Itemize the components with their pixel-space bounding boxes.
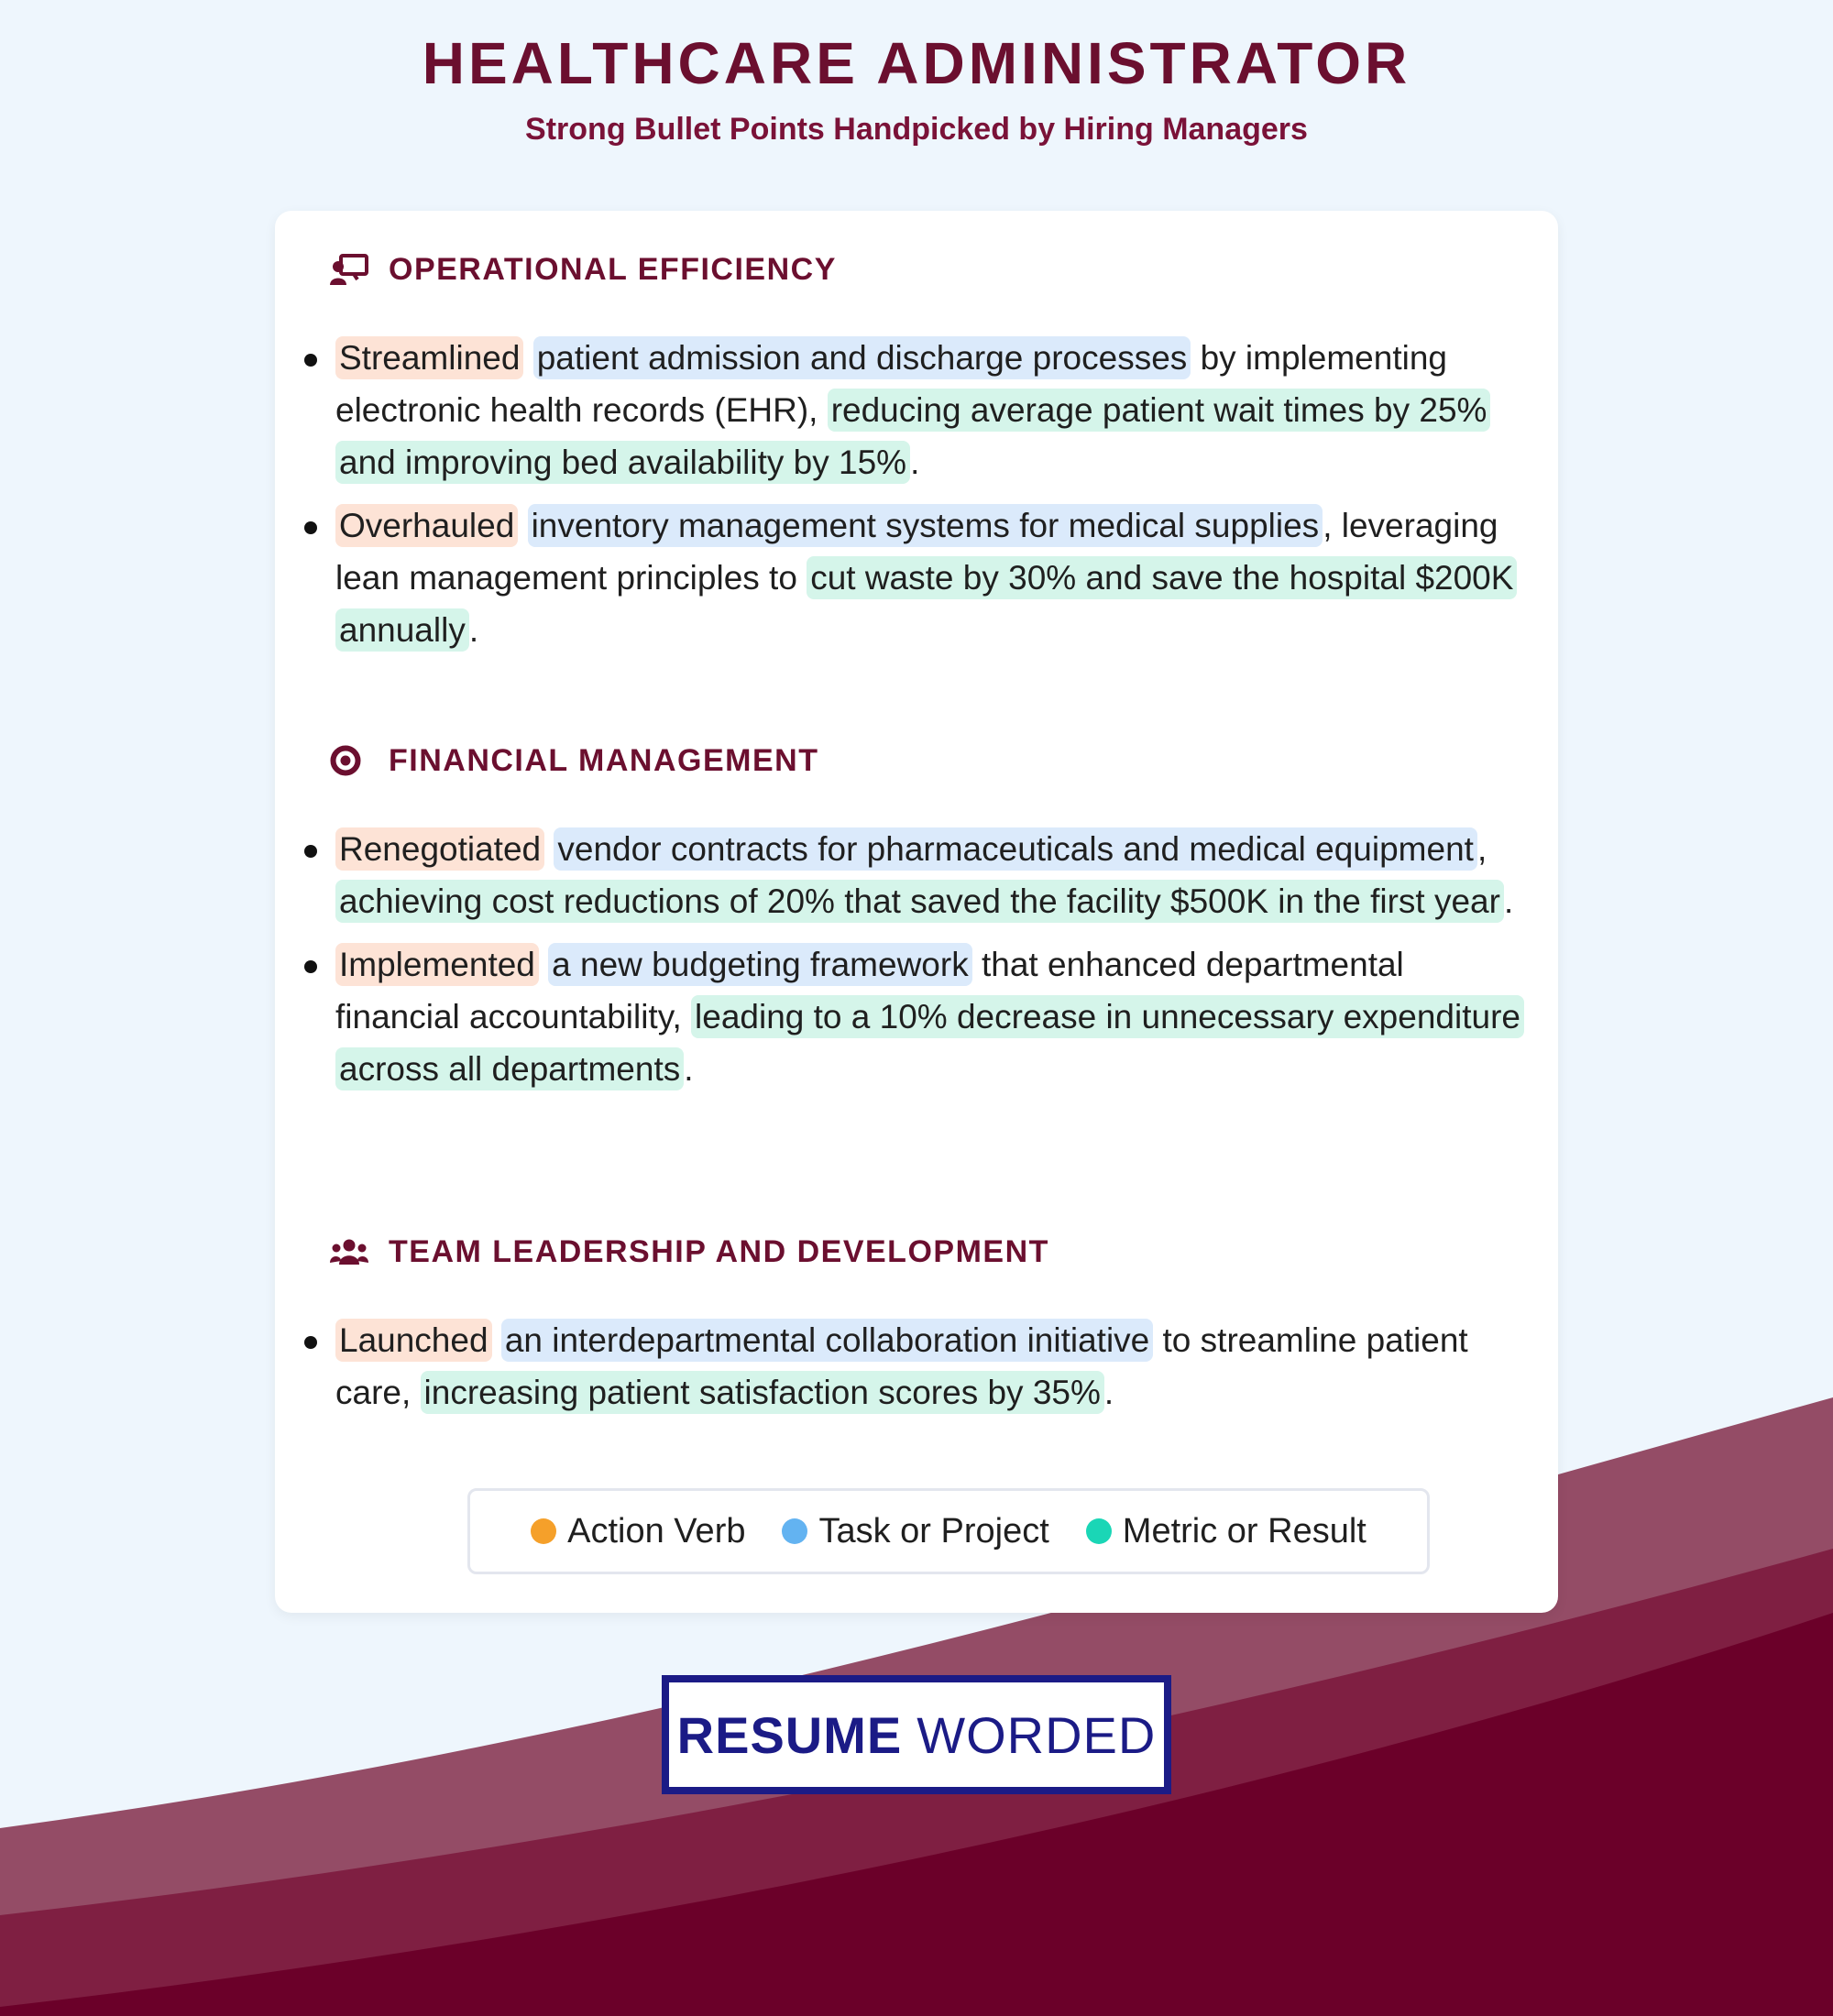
metric-text: leading to a 10% decrease in unnecessary expenditure across all departments [335, 995, 1524, 1090]
team-icon [330, 1232, 370, 1272]
presentation-icon [330, 249, 370, 290]
plain-text: , [1476, 830, 1487, 868]
task-text: a new budgeting framework [548, 943, 972, 986]
legend-item-action-verb [531, 1512, 745, 1551]
task-text: vendor contracts for pharmaceuticals and medical equipment [554, 827, 1477, 871]
section-header [330, 1226, 1531, 1277]
plain-text: . [684, 1050, 694, 1088]
legend-item-metric [1086, 1512, 1367, 1551]
action-verb: Launched [335, 1319, 492, 1362]
bullet-item [330, 1314, 1531, 1419]
plain-text: by implementing electronic health records (EHR), [335, 339, 1447, 429]
bullet-list [330, 823, 1531, 1095]
bullet-list [330, 1314, 1531, 1419]
action-verb: Implemented [335, 943, 539, 986]
bullet-card [275, 211, 1558, 1613]
task-text: an interdepartmental collaboration initiative [501, 1319, 1153, 1362]
task-text: inventory management systems for medical supplies [528, 504, 1323, 547]
bullet-item [330, 938, 1531, 1095]
metric-text: cut waste by 30% and save the hospital $200K annually [335, 556, 1517, 652]
plain-text: . [1503, 882, 1514, 920]
legend-item-task [782, 1512, 1048, 1551]
legend-label: Task or Project [818, 1511, 1049, 1550]
section-operational-efficiency [330, 244, 1531, 667]
plain-text: . [1103, 1374, 1114, 1411]
legend [467, 1488, 1430, 1574]
section-title: OPERATIONAL EFFICIENCY [389, 251, 837, 287]
section-title: FINANCIAL MANAGEMENT [389, 742, 819, 778]
plain-text: that enhanced departmental financial accountability, [335, 946, 1404, 1035]
metric-text: achieving cost reductions of 20% that saved the facility $500K in the first year [335, 880, 1504, 923]
plain-text: . [468, 611, 479, 649]
orange-dot-icon [531, 1518, 556, 1544]
legend-label: Action Verb [567, 1511, 746, 1550]
bullet-list [330, 332, 1531, 656]
section-financial-management [330, 735, 1531, 1106]
action-verb: Renegotiated [335, 827, 544, 871]
teal-dot-icon [1086, 1518, 1112, 1544]
resume-worded-logo [662, 1675, 1171, 1794]
target-icon [330, 740, 370, 781]
task-text: patient admission and discharge processes [533, 336, 1191, 379]
bullet-item [330, 332, 1531, 488]
metric-text: increasing patient satisfaction scores by 35% [421, 1371, 1104, 1414]
page-subtitle: Strong Bullet Points Handpicked by Hiring Managers [525, 112, 1308, 147]
section-header [330, 244, 1531, 295]
page-header [0, 29, 1833, 148]
plain-text: to streamline patient care, [335, 1321, 1468, 1411]
section-title: TEAM LEADERSHIP AND DEVELOPMENT [389, 1233, 1049, 1269]
bullet-item [330, 823, 1531, 927]
logo-bold-text: RESUME [676, 1705, 903, 1764]
section-header [330, 735, 1531, 786]
action-verb: Streamlined [335, 336, 523, 379]
blue-dot-icon [782, 1518, 807, 1544]
logo-light-text: WORDED [916, 1705, 1157, 1764]
action-verb: Overhauled [335, 504, 518, 547]
plain-text: . [910, 444, 920, 481]
legend-label: Metric or Result [1122, 1511, 1367, 1550]
plain-text: , leveraging lean management principles to [335, 507, 1498, 597]
bullet-item [330, 499, 1531, 656]
metric-text: reducing average patient wait times by 25% and improving bed availability by 15% [335, 389, 1490, 484]
section-team-leadership [330, 1226, 1531, 1430]
page-title: HEALTHCARE ADMINISTRATOR [422, 30, 1411, 96]
